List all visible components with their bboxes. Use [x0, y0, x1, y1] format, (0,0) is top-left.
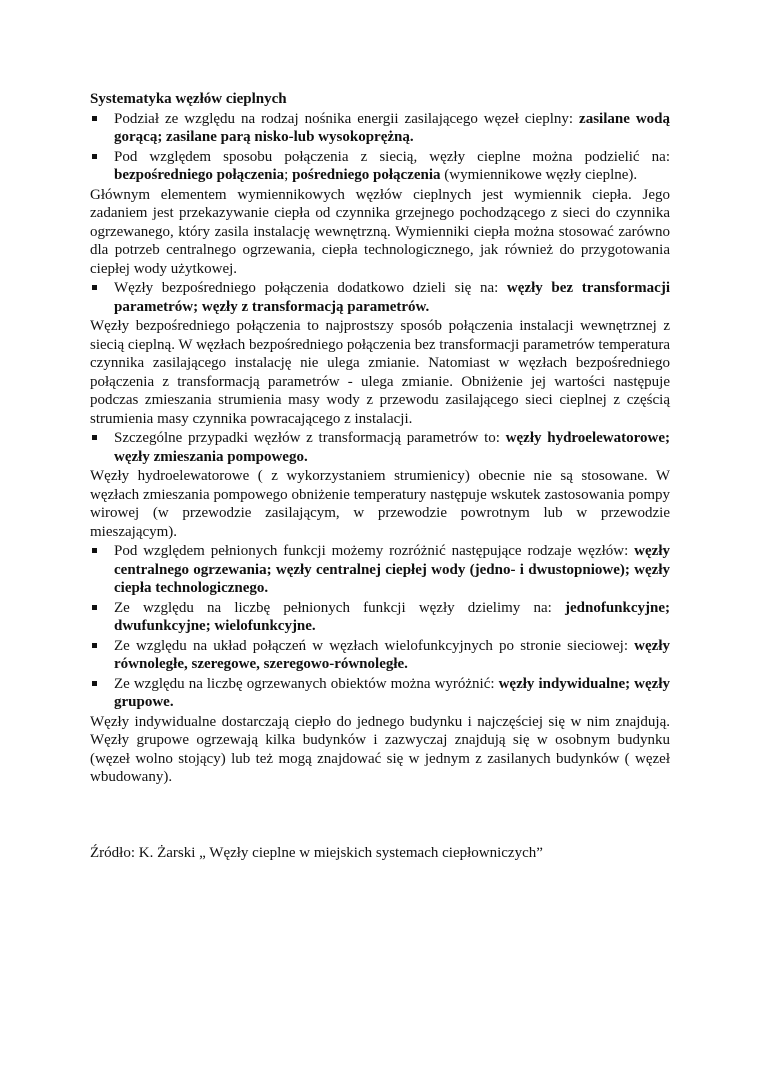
bullet-bold-text: bezpośredniego połączenia	[114, 167, 285, 183]
paragraph-heat-exchanger: Głównym elementem wymiennikowych węzłów cieplnych jest wymiennik ciepła. Jego zadaniem jest przekazywanie ciepła od czynnika grzejnego pochodzącego z sieci do czynnika ogrzewanego, który zasila instalację wewnętrzną. Wymienniki ciepła można stosować zarówno dla potrzeb centralnego ogrzewania, ciepła technologicznego, jak również do przygotowania ciepłej wody użytkowej.	[90, 186, 670, 277]
source-citation: Źródło: K. Żarski „ Węzły cieplne w miejskich systemach ciepłowniczych”	[90, 844, 543, 861]
document-title: Systematyka węzłów cieplnych	[90, 91, 287, 107]
bullet-list-2	[90, 279, 670, 316]
bullet-marker-icon	[92, 605, 97, 610]
bullet-text: Węzły bezpośredniego połączenia dodatkowo dzieli się na:	[114, 280, 507, 296]
bullet-marker-icon	[92, 681, 97, 686]
bullet-bold-text: węzły hydroelewatorowe; węzły zmieszania pompowego.	[114, 430, 670, 465]
bullet-text: Pod względem sposobu połączenia z siecią, węzły cieplne można podzielić na:	[114, 148, 670, 165]
bullet-item-special-cases	[90, 429, 670, 466]
bullet-text: Podział ze względu na rodzaj nośnika energii zasilającego węzeł cieplny:	[114, 110, 580, 127]
bullet-item-direct-types	[90, 279, 670, 316]
bullet-item-connection	[90, 148, 670, 185]
bullet-item-medium	[90, 110, 670, 147]
bullet-marker-icon	[92, 435, 97, 440]
bullet-list-4	[90, 542, 670, 712]
paragraph-direct-connection: Węzły bezpośredniego połączenia to najprostszy sposób połączenia instalacji wewnętrznej z siecią cieplną. W węzłach bezpośredniego połączenia bez transformacji parametrów temperatura czynnika zasilającego instalację nie ulega zmianie. Natomiast w węzłach bezpośredniego połączenia z transformacją parametrów - ulega zmianie. Obniżenie jej wartości następuje podczas zmieszania strumienia masy wody z przewodu zasilającego sieci cieplnej z częścią strumienia masy czynnika powracającego z instalacji.	[90, 318, 670, 427]
bullet-bold-text: zasilane wodą gorącą; zasilane parą nisko-lub wysokoprężną.	[114, 110, 671, 145]
bullet-marker-icon	[92, 154, 97, 159]
bullet-bold-text: węzły bez transformacji parametrów; węzły z transformacją parametrów.	[114, 280, 670, 315]
bullet-bold-text: pośredniego połączenia	[292, 167, 441, 183]
document-page	[90, 90, 670, 862]
bullet-item-network-layout	[90, 637, 670, 674]
bullet-text: Ze względu na liczbę pełnionych funkcji węzły dzielimy na:	[114, 599, 565, 616]
bullet-text: ;	[284, 167, 293, 183]
bullet-bold-text: węzły indywidualne; węzły grupowe.	[114, 675, 670, 710]
bullet-text: Szczególne przypadki węzłów z transformacją parametrów to:	[114, 430, 506, 446]
bullet-text: Ze względu na liczbę ogrzewanych obiektów można wyróżnić:	[114, 675, 499, 692]
bullet-list-1	[90, 110, 670, 185]
bullet-text: (wymiennikowe węzły cieplne).	[440, 167, 638, 183]
bullet-marker-icon	[92, 643, 97, 648]
bullet-item-functions	[90, 542, 670, 598]
bullet-item-building-count	[90, 675, 670, 712]
bullet-marker-icon	[92, 548, 97, 553]
bullet-marker-icon	[92, 116, 97, 121]
bullet-marker-icon	[92, 285, 97, 290]
bullet-list-3	[90, 429, 670, 466]
bullet-item-function-count	[90, 599, 670, 636]
paragraph-hydroelevator: Węzły hydroelewatorowe ( z wykorzystaniem strumienicy) obecnie nie są stosowane. W węzłach zmieszania pompowego obniżenie temperatury następuje wskutek zastosowania pompy wirowej (w przewodzie zasilającym, w przewodzie powrotnym lub w przewodzie mieszającym).	[90, 468, 670, 540]
paragraph-individual-group: Węzły indywidualne dostarczają ciepło do jednego budynku i najczęściej się w nim znajdują. Węzły grupowe ogrzewają kilka budynków i zazwyczaj znajdują się w osobnym budynku (węzeł wolno stojący) lub też mogą znajdować się w jednym z zasilanych budynków ( węzeł wbudowany).	[90, 713, 670, 785]
bullet-bold-text: jednofunkcyjne; dwufunkcyjne; wielofunkcyjne.	[114, 599, 670, 634]
bullet-text: Pod względem pełnionych funkcji możemy rozróżnić następujące rodzaje węzłów:	[114, 543, 635, 559]
bullet-text: Ze względu na układ połączeń w węzłach wielofunkcyjnych po stronie sieciowej:	[114, 637, 635, 654]
bullet-bold-text: węzły centralnego ogrzewania; węzły centralnej ciepłej wody (jedno- i dwustopniowe); węzły ciepła technologicznego.	[114, 543, 670, 596]
bullet-bold-text: węzły równoległe, szeregowe, szeregowo-równoległe.	[114, 637, 670, 672]
